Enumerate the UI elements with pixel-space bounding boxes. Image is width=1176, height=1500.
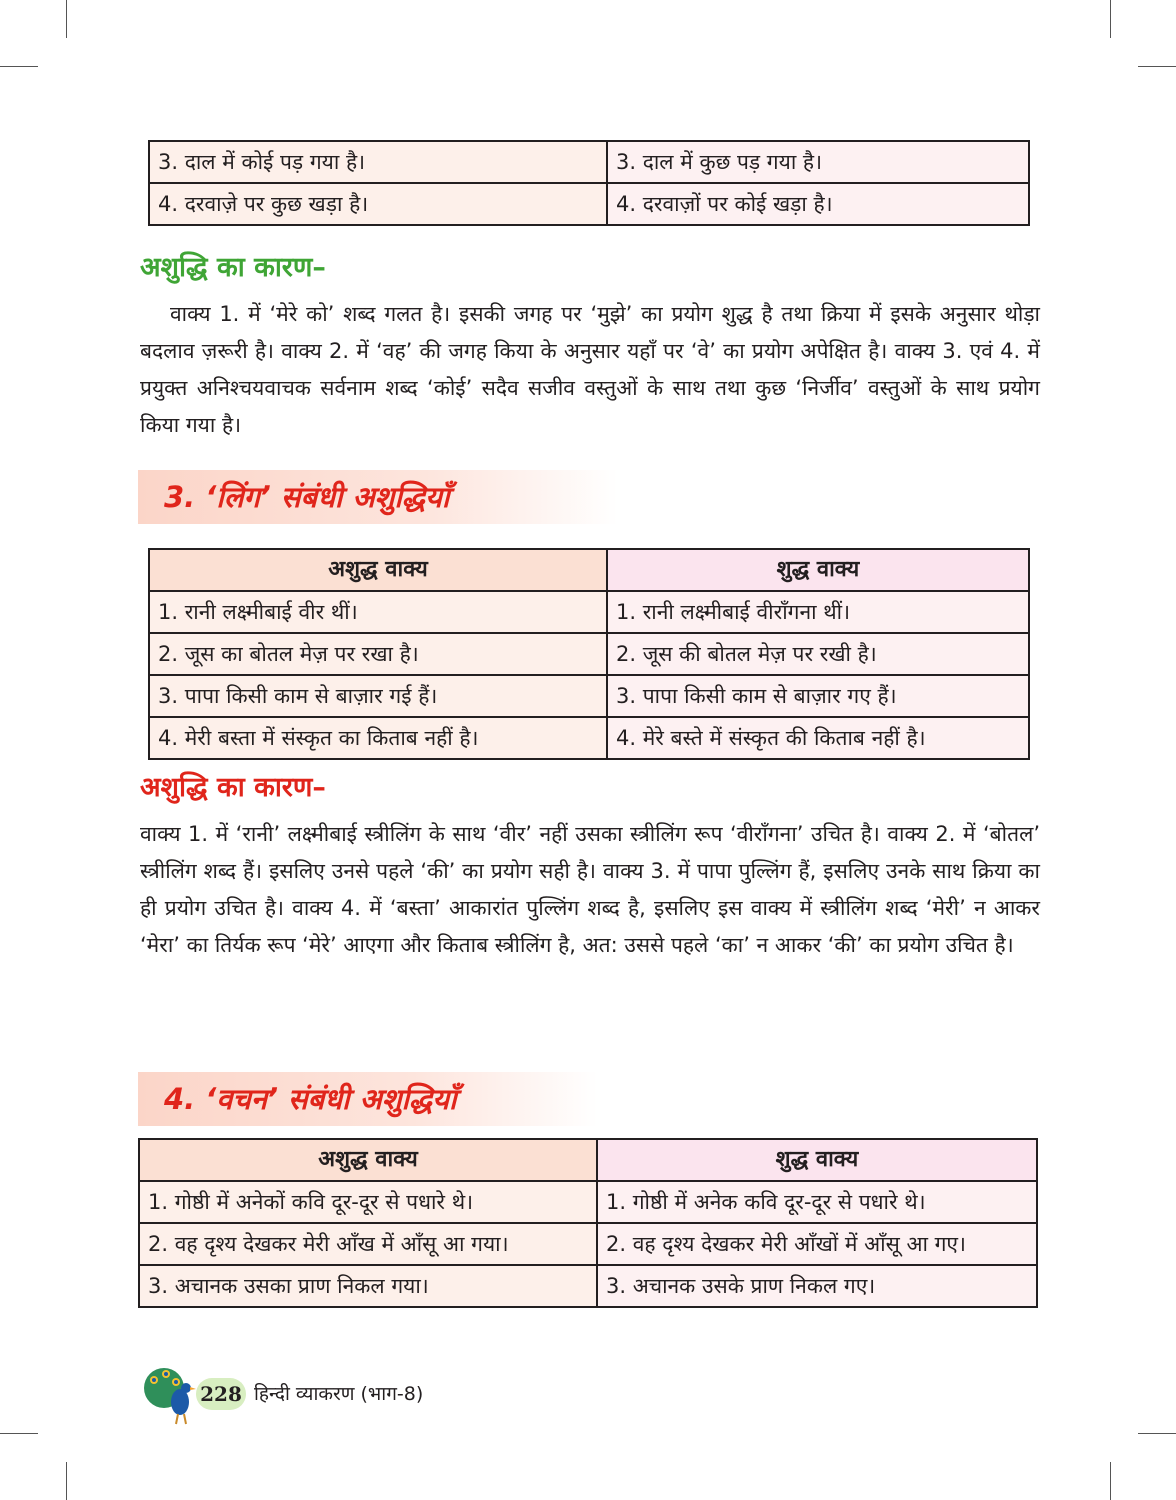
crop-mark	[1110, 0, 1111, 38]
section-banner	[138, 1072, 598, 1126]
table-row	[149, 633, 1029, 675]
table-row	[149, 591, 1029, 633]
correct-sentence: 2. वह दृश्य देखकर मेरी आँखों में आँसू आ गए।	[597, 1223, 1037, 1265]
crop-mark	[66, 1462, 67, 1500]
correct-sentence: 3. अचानक उसके प्राण निकल गए।	[597, 1265, 1037, 1307]
incorrect-sentence: 3. दाल में कोई पड़ गया है।	[149, 141, 607, 183]
column-header-correct: शुद्ध वाक्य	[597, 1139, 1037, 1181]
correct-sentence: 1. गोष्ठी में अनेक कवि दूर-दूर से पधारे थे।	[597, 1181, 1037, 1223]
crop-mark	[1110, 1462, 1111, 1500]
table-row	[149, 183, 1029, 225]
table-row	[139, 1181, 1037, 1223]
table-header-row	[149, 549, 1029, 591]
table-row	[139, 1265, 1037, 1307]
reason-paragraph: वाक्य 1. में ‘मेरे को’ शब्द गलत है। इसकी जगह पर ‘मुझे’ का प्रयोग शुद्ध है तथा क्रिया में इसके अनुसार थोड़ा बदलाव ज़रूरी है। वाक्य 2. में ‘वह’ की जगह किया के अनुसार यहाँ पर ‘वे’ का प्रयोग अपेक्षित है। वाक्य 3. एवं 4. में प्रयुक्त अनिश्चयवाचक सर्वनाम शब्द ‘कोई’ सदैव सजीव वस्तुओं के साथ तथा कुछ ‘निर्जीव’ वस्तुओं के साथ प्रयोग किया गया है।	[140, 302, 1040, 437]
correct-sentence: 2. जूस की बोतल मेज़ पर रखी है।	[607, 633, 1029, 675]
column-header-incorrect: अशुद्ध वाक्य	[149, 549, 607, 591]
book-title: हिन्दी व्याकरण (भाग-8)	[254, 1383, 424, 1405]
table-row	[139, 1223, 1037, 1265]
crop-mark	[1138, 66, 1176, 67]
pronoun-errors-table	[148, 140, 1030, 226]
correct-sentence: 3. पापा किसी काम से बाज़ार गए हैं।	[607, 675, 1029, 717]
incorrect-sentence: 2. वह दृश्य देखकर मेरी आँख में आँसू आ गया।	[139, 1223, 597, 1265]
peacock-icon	[140, 1366, 200, 1426]
correct-sentence: 4. मेरे बस्ते में संस्कृत की किताब नहीं है।	[607, 717, 1029, 759]
gender-errors-table	[148, 548, 1030, 760]
incorrect-sentence: 4. दरवाज़े पर कुछ खड़ा है।	[149, 183, 607, 225]
crop-mark	[0, 1433, 38, 1434]
incorrect-sentence: 1. गोष्ठी में अनेकों कवि दूर-दूर से पधारे थे।	[139, 1181, 597, 1223]
crop-mark	[1138, 1433, 1176, 1434]
table-row	[149, 717, 1029, 759]
page-number: 228	[196, 1378, 246, 1410]
crop-mark	[66, 0, 67, 38]
correct-sentence: 3. दाल में कुछ पड़ गया है।	[607, 141, 1029, 183]
section-banner	[138, 470, 618, 524]
incorrect-sentence: 4. मेरी बस्ता में संस्कृत का किताब नहीं है।	[149, 717, 607, 759]
page-footer	[140, 1366, 540, 1426]
table-row	[149, 141, 1029, 183]
number-errors-table	[138, 1138, 1038, 1308]
section-title: 3. ‘लिंग’ संबंधी अशुद्धियाँ	[164, 480, 450, 514]
incorrect-sentence: 1. रानी लक्ष्मीबाई वीर थीं।	[149, 591, 607, 633]
reason-paragraph: वाक्य 1. में ‘रानी’ लक्ष्मीबाई स्त्रीलिंग के साथ ‘वीर’ नहीं उसका स्त्रीलिंग रूप ‘वीराँगना’ उचित है। वाक्य 2. में ‘बोतल’ स्त्रीलिंग शब्द हैं। इसलिए उनसे पहले ‘की’ का प्रयोग सही है। वाक्य 3. में पापा पुल्लिंग हैं, इसलिए उनके साथ क्रिया का ही प्रयोग उचित है। वाक्य 4. में ‘बस्ता’ आकारांत पुल्लिंग शब्द है, इसलिए इस वाक्य में स्त्रीलिंग शब्द ‘मेरी’ न आकर ‘मेरा’ का तिर्यक रूप ‘मेरे’ आएगा और किताब स्त्रीलिंग है, अत: उससे पहले ‘का’ न आकर ‘की’ का प्रयोग उचित है।	[140, 822, 1040, 957]
incorrect-sentence: 2. जूस का बोतल मेज़ पर रखा है।	[149, 633, 607, 675]
incorrect-sentence: 3. अचानक उसका प्राण निकल गया।	[139, 1265, 597, 1307]
table-header-row	[139, 1139, 1037, 1181]
reason-heading: अशुद्धि का कारण–	[140, 252, 326, 283]
correct-sentence: 1. रानी लक्ष्मीबाई वीराँगना थीं।	[607, 591, 1029, 633]
section-title: 4. ‘वचन’ संबंधी अशुद्धियाँ	[164, 1082, 457, 1116]
crop-mark	[0, 66, 38, 67]
correct-sentence: 4. दरवाज़ों पर कोई खड़ा है।	[607, 183, 1029, 225]
table-row	[149, 675, 1029, 717]
column-header-correct: शुद्ध वाक्य	[607, 549, 1029, 591]
incorrect-sentence: 3. पापा किसी काम से बाज़ार गई हैं।	[149, 675, 607, 717]
reason-heading: अशुद्धि का कारण–	[140, 772, 326, 803]
column-header-incorrect: अशुद्ध वाक्य	[139, 1139, 597, 1181]
